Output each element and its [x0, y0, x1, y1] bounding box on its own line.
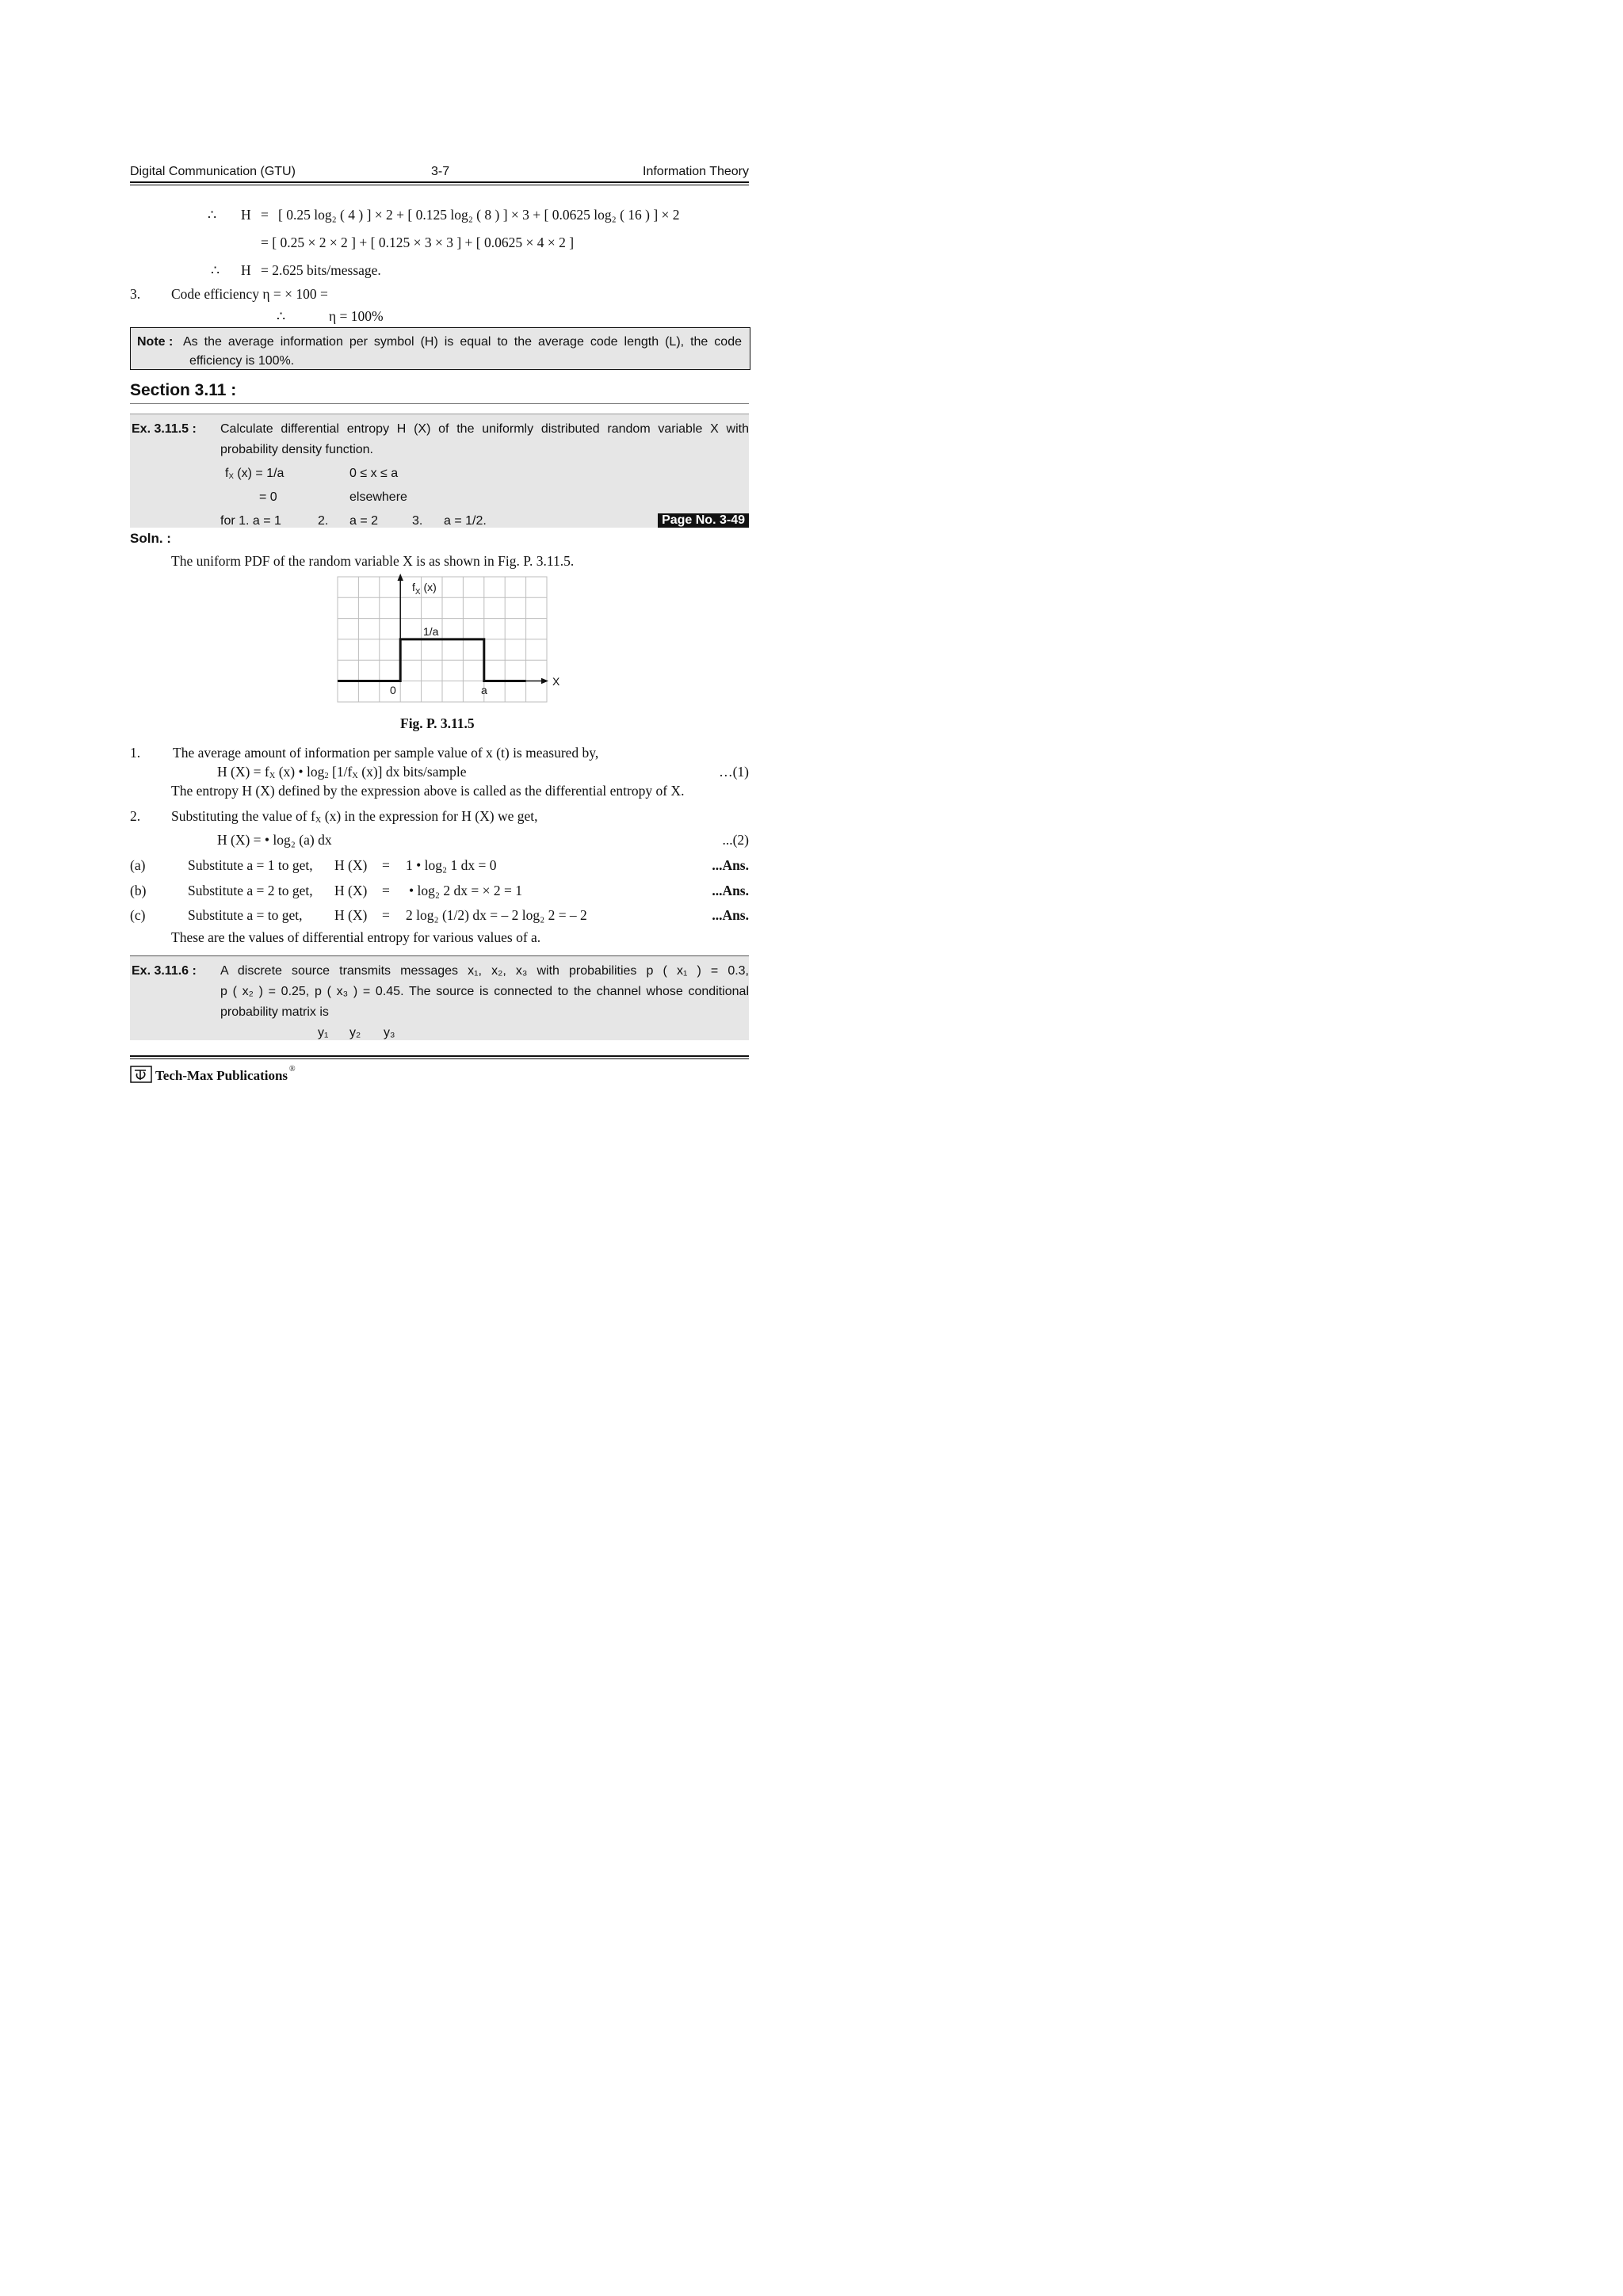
- therefore-symbol: ∴: [211, 262, 220, 278]
- matrix-col-y3: y₃: [384, 1026, 395, 1039]
- solution-label: Soln. :: [130, 531, 171, 546]
- example-line1-text: Calculate differential entropy H (X) of the uniformly distributed random variable X with: [220, 422, 749, 436]
- note-label: Note :: [137, 335, 174, 349]
- example-box-3-11-5: [130, 414, 749, 528]
- note-box: [130, 327, 750, 370]
- example-label: Ex. 3.11.5 :: [132, 422, 197, 436]
- calc-line3-lhs: H: [241, 262, 251, 278]
- registered-mark: ®: [289, 1065, 296, 1074]
- note-line1-text: As the average information per symbol (H) is equal to the average code length (L), the code: [183, 335, 742, 349]
- case-a-result: 1 • log₂ 1 dx = 0: [406, 857, 497, 873]
- pdf-line2-rhs: elsewhere: [349, 490, 407, 504]
- case-a-eq: =: [382, 857, 390, 873]
- solution-intro: The uniform PDF of the random variable X is as shown in Fig. P. 3.11.5.: [171, 553, 575, 569]
- therefore-symbol: ∴: [277, 308, 286, 324]
- therefore-symbol: ∴: [208, 207, 217, 223]
- efficiency-result: η = 100%: [329, 308, 384, 324]
- header-rule: [130, 181, 749, 183]
- case-3: a = 1/2.: [444, 514, 487, 528]
- note-line1: [183, 335, 742, 349]
- equation-number-1: …(1): [719, 764, 749, 780]
- case-c-ans: ...Ans.: [712, 907, 749, 923]
- example-line1: [220, 964, 749, 978]
- case-c-lhs: H (X): [334, 907, 368, 923]
- case-a-lhs: H (X): [334, 857, 368, 873]
- header-right: Information Theory: [643, 165, 749, 178]
- header-page-number: 3-7: [431, 165, 450, 178]
- case-b-eq: =: [382, 883, 390, 898]
- point-2-text: Substituting the value of $f_X$ (x) in the expression for H (X) we get,: [171, 808, 538, 826]
- entropy-equation-2: H (X) = • log₂ (a) dx: [217, 832, 332, 848]
- x-axis-label: X: [552, 675, 560, 688]
- example-line1-text: A discrete source transmits messages x₁, x₂, x₃ with probabilities p ( x₁ ) = 0.3,: [220, 964, 749, 978]
- case-a-label: (a): [130, 857, 146, 873]
- case-2: a = 2: [349, 514, 379, 528]
- pdf-line1-rhs: 0 ≤ x ≤ a: [349, 467, 399, 480]
- calc-line1-lhs: H: [241, 207, 251, 223]
- publisher-logo: [130, 1066, 152, 1083]
- case-2-number: 2.: [318, 514, 329, 528]
- example-label: Ex. 3.11.6 :: [132, 964, 197, 978]
- code-efficiency-text: Code efficiency η = × 100 =: [171, 286, 328, 302]
- case-c-result: 2 log₂ (1/2) dx = – 2 log₂ 2 = – 2: [406, 907, 587, 923]
- case-b-label: (b): [130, 883, 147, 898]
- y-axis-label: $f_X$ (x): [412, 581, 437, 597]
- case-b-result: • log₂ 2 dx = × 2 = 1: [409, 883, 522, 898]
- case-c-text: Substitute a = to get,: [188, 907, 303, 923]
- case-b-text: Substitute a = 2 to get,: [188, 883, 313, 898]
- case-1: for 1. a = 1: [220, 514, 281, 528]
- header-left: Digital Communication (GTU): [130, 165, 296, 178]
- level-label: 1/a: [423, 625, 439, 638]
- page-reference-badge: Page No. 3-49: [658, 513, 749, 528]
- section-title: Section 3.11 :: [130, 381, 237, 399]
- section-rule: [130, 403, 749, 404]
- point-1-number: 1.: [130, 745, 141, 761]
- pdf-line2-lhs: = 0: [259, 490, 277, 504]
- calc-line2: = [ 0.25 × 2 × 2 ] + [ 0.125 × 3 × 3 ] + [ 0.0625 × 4 × 2 ]: [261, 235, 575, 250]
- a-label: a: [481, 684, 487, 696]
- point-1-text: The average amount of information per sample value of x (t) is measured by,: [173, 745, 599, 761]
- publisher-name: Tech-Max Publications: [155, 1068, 288, 1083]
- case-3-number: 3.: [412, 514, 423, 528]
- case-a-ans: ...Ans.: [712, 857, 749, 873]
- example-line3: probability matrix is: [220, 1005, 329, 1019]
- footer-rule: [130, 1055, 749, 1057]
- example-line2: [220, 985, 749, 999]
- case-a-text: Substitute a = 1 to get,: [188, 857, 313, 873]
- matrix-col-y1: y₁: [318, 1026, 329, 1039]
- entropy-equation-1: H $(X) = f_X$ (x) • $\log_2 [1/f_X$ (x)] dx bits/sample: [217, 764, 467, 781]
- equation-number-2: ...(2): [722, 832, 749, 848]
- case-b-lhs: H (X): [334, 883, 368, 898]
- calc-line1-rhs: [ 0.25 log₂ ( 4 ) ] × 2 + [ 0.125 log₂ ( 8 ) ] × 3 + [ 0.0625 log₂ ( 16 ) ] × 2: [278, 207, 680, 223]
- uniform-pdf-figure: [333, 572, 571, 708]
- calc-line3-rhs: = 2.625 bits/message.: [261, 262, 381, 278]
- closing-text: These are the values of differential entropy for various values of a.: [171, 929, 541, 945]
- matrix-col-y2: y₂: [349, 1026, 361, 1039]
- origin-label: 0: [390, 684, 396, 696]
- x-axis-arrow: [541, 678, 548, 684]
- point-2-number: 2.: [130, 808, 141, 824]
- pdf-line1-lhs: $f_X$ (x) = 1/a: [225, 467, 285, 481]
- calc-line1-eq: =: [261, 207, 269, 223]
- example-line1: [220, 422, 749, 437]
- figure-caption: Fig. P. 3.11.5: [400, 715, 475, 731]
- example-box-3-11-6: [130, 955, 749, 1040]
- case-c-eq: =: [382, 907, 390, 923]
- case-c-label: (c): [130, 907, 146, 923]
- footer-rule-thin: [130, 1058, 749, 1059]
- point-1-after: The entropy H (X) defined by the expression above is called as the differential entropy of X.: [171, 783, 685, 799]
- case-b-ans: ...Ans.: [712, 883, 749, 898]
- example-line2: probability density function.: [220, 443, 373, 456]
- item-3-number: 3.: [130, 286, 141, 302]
- example-line2-text: p ( x₂ ) = 0.25, p ( x₃ ) = 0.45. The source is connected to the channel whose conditional: [220, 985, 749, 998]
- note-line2: efficiency is 100%.: [189, 354, 295, 368]
